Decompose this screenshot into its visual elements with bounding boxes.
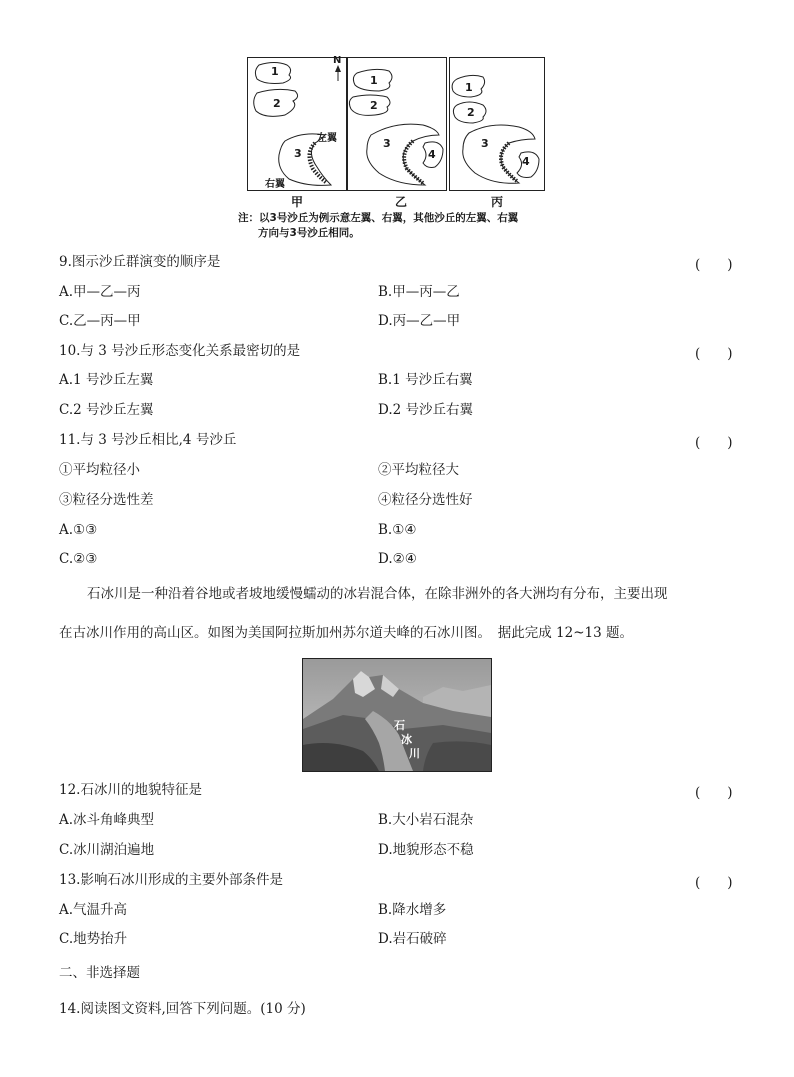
answer-blank[interactable]: ( ) [695,435,733,451]
statement-1: ①平均粒径小 [59,462,140,478]
dune-number: 4 [428,148,436,161]
question-13-stem: 13.影响石冰川形成的主要外部条件是 [59,872,283,888]
option-d[interactable]: D.地貌形态不稳 [378,842,474,858]
option-c[interactable]: C.乙—丙—甲 [59,313,141,329]
dune-number: 1 [370,74,378,87]
statement-3: ③粒径分选性差 [59,492,154,508]
option-c[interactable]: C.2 号沙丘左翼 [59,402,154,418]
statement-2: ②平均粒径大 [378,462,459,478]
option-c[interactable]: C.②③ [59,551,98,567]
option-c[interactable]: C.地势抬升 [59,931,128,947]
question-10-stem: 10.与 3 号沙丘形态变化关系最密切的是 [59,343,301,359]
option-a[interactable]: A.冰斗角峰典型 [59,812,155,828]
photo-label-char: 冰 [401,733,412,746]
option-a[interactable]: A.甲—乙—丙 [59,284,141,300]
photo-image [303,659,491,771]
panel-caption-bing: 丙 [491,195,504,209]
statement-4: ④粒径分选性好 [378,492,473,508]
dune-number: 3 [294,147,302,160]
option-d[interactable]: D.岩石破碎 [378,931,447,947]
passage-line1: 石冰川是一种沿着谷地或者坡地缓慢蠕动的冰岩混合体，在除非洲外的各大洲均有分布，主要出现 [87,586,668,602]
answer-blank[interactable]: ( ) [695,785,733,801]
figure-note-line1: 注：以3号沙丘为例示意左翼、右翼，其他沙丘的左翼、右翼 [238,212,519,224]
dune-number: 2 [370,99,378,112]
option-d[interactable]: D.2 号沙丘右翼 [378,402,474,418]
option-c[interactable]: C.冰川湖泊遍地 [59,842,155,858]
dune-number: 1 [271,65,279,78]
option-a[interactable]: A.1 号沙丘左翼 [59,372,154,388]
dune-figure [247,57,545,191]
option-b[interactable]: B.①④ [378,522,417,538]
dune-number: 1 [465,81,473,94]
question-12-stem: 12.石冰川的地貌特征是 [59,782,202,798]
figure-note-line2: 方向与3号沙丘相同。 [258,227,360,239]
question-14-stem: 14.阅读图文资料,回答下列问题。(10 分) [59,1001,306,1017]
right-wing-label: 右翼 [265,179,285,190]
section-title: 二、非选择题 [59,965,140,981]
answer-blank[interactable]: ( ) [695,257,733,273]
dune-number: 4 [522,155,530,168]
question-9-stem: 9.图示沙丘群演变的顺序是 [59,254,221,270]
photo-label-char: 川 [409,747,420,760]
passage-line2: 在古冰川作用的高山区。如图为美国阿拉斯加州苏尔道夫峰的石冰川图。 据此完成 12~13 题。 [59,625,633,641]
option-b[interactable]: B.1 号沙丘右翼 [378,372,473,388]
option-d[interactable]: D.丙—乙—甲 [378,313,461,329]
option-b[interactable]: B.大小岩石混杂 [378,812,474,828]
option-a[interactable]: A.①③ [59,522,98,538]
left-wing-label: 左翼 [317,133,337,144]
north-label: N [333,55,342,66]
photo-label-char: 石 [394,719,405,732]
dune-number: 2 [467,106,475,119]
option-a[interactable]: A.气温升高 [59,902,128,918]
option-d[interactable]: D.②④ [378,551,417,567]
rock-glacier-photo [302,658,492,772]
option-b[interactable]: B.降水增多 [378,902,447,918]
question-11-stem: 11.与 3 号沙丘相比,4 号沙丘 [59,432,237,448]
option-b[interactable]: B.甲—丙—乙 [378,284,460,300]
dune-number: 2 [273,97,281,110]
dune-diagram [247,57,545,191]
answer-blank[interactable]: ( ) [695,346,733,362]
answer-blank[interactable]: ( ) [695,875,733,891]
dune-number: 3 [481,137,489,150]
panel-caption-yi: 乙 [395,195,408,209]
dune-number: 3 [383,137,391,150]
panel-caption-jia: 甲 [291,195,304,209]
